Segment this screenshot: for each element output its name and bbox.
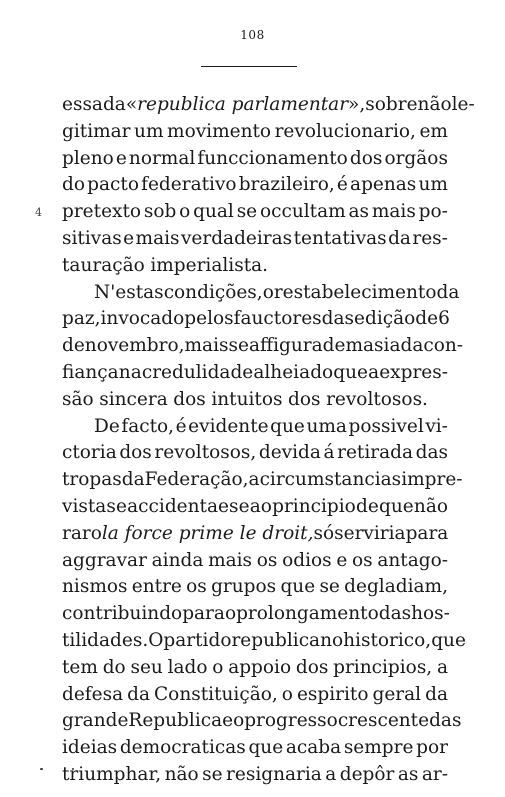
word: se [319,576,340,598]
word: ctoria [62,442,117,464]
word: odios [282,549,332,571]
word: que [270,415,305,437]
text-line [62,306,448,333]
word: é [175,415,187,437]
word: evidente [188,415,269,437]
word: condições, [163,281,263,303]
text-line [62,119,448,146]
word: hos- [411,603,450,625]
word: aggravar [62,549,147,571]
word: e [336,549,348,571]
word: movimento [167,120,272,142]
text-line [62,601,448,628]
word: contribuindo [62,603,183,625]
word: mais [208,549,253,571]
word: mais [184,335,229,357]
page-number: 108 [240,28,265,42]
word: que [333,361,368,383]
word: tentativas [293,227,387,249]
word: O [148,629,164,651]
word: tauração [62,254,145,276]
word: progresso [244,710,338,732]
text-line [62,280,460,307]
word: grupos [211,576,277,598]
word: revolucionario, [274,120,416,142]
word: os [256,549,278,571]
word: dos [173,388,206,410]
word: dos [119,442,152,464]
word: dos [349,147,383,169]
word: apenas [350,174,417,196]
word: não [164,763,199,785]
word: pleno [62,147,114,169]
word: alheia [253,361,311,383]
word: pelos [184,308,234,330]
word: serviria [334,522,406,544]
text-line [62,333,464,360]
word: accidentaes [127,495,239,517]
text-line [62,548,448,575]
word: nismos [62,576,128,598]
word: triumphar, [62,763,162,785]
word: das [429,710,462,732]
text-line [62,440,448,467]
word: le- [451,94,475,115]
word: principio [272,495,356,517]
text-line [62,655,448,682]
word: em [419,120,448,142]
word: devida [258,442,321,464]
word: das [378,603,412,625]
word: para [405,522,449,544]
word: se [202,763,223,785]
word: grande [62,710,129,732]
word: orgãos [384,147,448,169]
print-speck [40,768,43,770]
word: da [121,469,145,491]
text-line [62,521,448,548]
paragraph [62,92,475,280]
word: de [356,495,379,517]
word: mais [371,201,416,223]
word: retirada [337,442,414,464]
word: degladiam, [344,576,448,598]
word: facto, [121,415,175,437]
word: para [182,603,225,625]
word: o [233,710,245,732]
text-line [62,172,448,199]
word: vistas [62,495,116,517]
word: da [436,281,460,303]
word: demasiada [322,335,424,357]
word: partido [163,629,232,651]
word: são [62,388,94,410]
word: normal [128,147,196,169]
word: revoltosos, [154,442,257,464]
word: o [179,201,191,223]
word: e [115,147,127,169]
word: o [262,281,274,303]
paragraph [62,280,464,414]
text-line [62,253,448,280]
word: prolongamento [236,603,379,625]
word: res- [412,227,448,249]
word: lado [167,656,208,678]
word: se [228,335,249,357]
word: crescente [337,710,430,732]
word: vi- [425,415,448,437]
paragraph [62,414,466,789]
word: circumstancias [259,469,402,491]
word: occultam [259,201,346,223]
word: a [368,361,380,383]
word: dos [295,656,329,678]
word: credulidade [141,361,254,383]
word: sitivas [62,227,122,249]
word: republicano [231,629,344,651]
word: e [238,495,250,517]
word: espirito [296,683,369,705]
word: Republica [128,710,223,732]
body-text [62,92,475,789]
word: invocado [100,308,185,330]
word: da [425,683,448,705]
word: é [336,174,348,196]
word: republica parlamentar [137,94,349,115]
word: entre [131,576,182,598]
word: na [118,361,142,383]
word: qual [193,201,234,223]
word: não [417,94,452,115]
text-line [62,735,448,762]
word: « [125,94,138,115]
word: defesa [62,683,124,705]
word: De [94,415,120,437]
word: ao [249,495,272,517]
word: essa [62,94,103,115]
word: que [280,576,316,598]
word: uma [306,415,347,437]
word: ideias [62,737,118,759]
word: as [397,763,419,785]
word: ainda [151,549,204,571]
word: fauctores [233,308,322,330]
word: sedição [344,308,416,330]
word: e [222,710,234,732]
word: po- [418,201,448,223]
word: acaba [285,737,342,759]
text-line [62,708,462,735]
word: depôr [339,763,395,785]
word: um [134,120,164,142]
word: 6 [438,308,450,330]
word: não [413,495,448,517]
word: das [415,442,448,464]
word: e [116,495,127,517]
word: con- [423,335,464,357]
word: tilidades. [62,629,149,651]
word: antago- [377,549,448,571]
word: restabelecimento [273,281,437,303]
word: affigura [248,335,323,357]
word: por [416,737,448,759]
word: que [248,737,284,759]
word: resignaria [226,763,322,785]
word: as [348,201,370,223]
text-line [62,360,448,387]
word: ar- [421,763,448,785]
word: possivel [348,415,424,437]
word: sincera [99,388,168,410]
word: de [62,335,85,357]
word: dos [288,388,321,410]
margin-mark: 4 [35,206,42,219]
word: brazileiro, [238,174,335,196]
word: appoio [228,656,292,678]
word: da [102,94,126,115]
word: a [248,469,260,491]
word: de [415,308,439,330]
word: expres- [379,361,448,383]
word: e [123,227,135,249]
word: la force prime le droit, [101,522,314,544]
text-line [62,92,475,119]
word: do [62,174,85,196]
word: funccionamento [197,147,348,169]
word: revoltosos. [326,388,428,410]
word: historico, [343,629,432,651]
word: da [127,683,151,705]
quoted-phrase [126,92,365,119]
word: os [351,549,373,571]
word: pretexto [62,201,142,223]
word: só [313,522,335,544]
word: sobre [365,94,418,115]
text-line [62,494,448,521]
word: Federação, [144,469,249,491]
word: que [379,495,414,517]
text-line [62,199,448,226]
word: que [431,629,466,651]
word: », [348,94,366,115]
word: da [321,308,345,330]
word: N'estas [94,281,164,303]
word: federativo [141,174,237,196]
text-line [62,467,463,494]
word: paz, [62,308,101,330]
word: sob [143,201,177,223]
word: novembro, [84,335,185,357]
word: o [281,683,293,705]
word: fiança [62,361,119,383]
word: a [436,656,448,678]
word: democraticas [119,737,246,759]
word: imperialista. [150,254,269,276]
word: intuitos [211,388,283,410]
word: um [418,174,448,196]
word: da [388,227,411,249]
word: se [236,201,258,223]
header-rule [201,66,297,67]
text-line [62,387,448,414]
word: principios, [333,656,433,678]
word: tem [62,656,98,678]
word: o [224,603,237,625]
text-line [62,628,466,655]
word: geral [372,683,422,705]
word: pacto [87,174,139,196]
word: do [102,656,126,678]
word: os [186,576,207,598]
word: mais [135,227,180,249]
text-line [62,226,448,253]
word: sempre [343,737,414,759]
word: raro [62,522,102,544]
text-line [62,146,448,173]
word: á [323,442,335,464]
text-line [62,682,448,709]
text-line [62,762,448,789]
word: do [310,361,334,383]
text-line [62,574,448,601]
word: o [212,656,224,678]
word: verdadeiras [180,227,293,249]
word: tropas [62,469,122,491]
text-line [62,414,448,441]
word: a [325,763,337,785]
word: gitimar [62,120,131,142]
word: seu [130,656,163,678]
word: impre- [401,469,463,491]
word: Constituição, [154,683,278,705]
